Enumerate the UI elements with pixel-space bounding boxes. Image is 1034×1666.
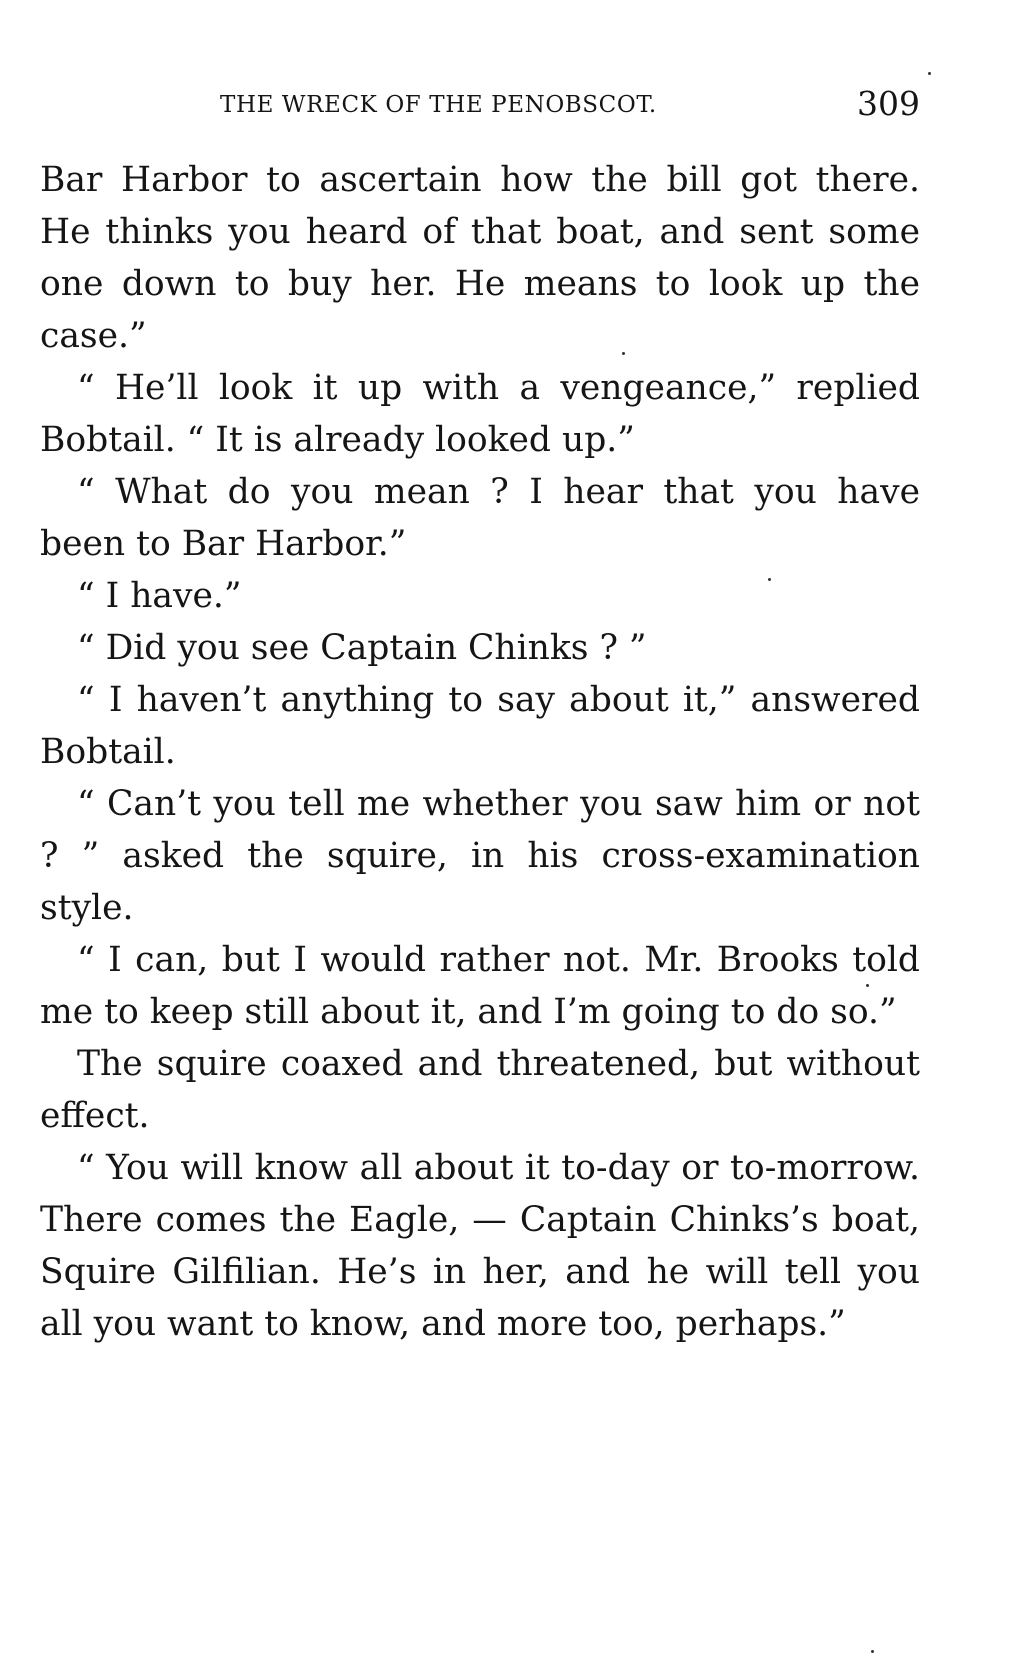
body-text	[40, 154, 920, 1350]
paragraph: “ I can, but I would rather not. Mr. Brooks told me to keep still about it, and I’m going to do so.”	[40, 940, 920, 1032]
paragraph: “ What do you mean ? I hear that you have been to Bar Harbor.”	[40, 472, 920, 564]
paragraph: The squire coaxed and threatened, but without effect.	[40, 1044, 920, 1136]
paragraph: “ I have.”	[77, 576, 242, 616]
print-speck	[622, 352, 625, 355]
paragraph: “ He’ll look it up with a vengeance,” replied Bobtail. “ It is already looked up.”	[40, 368, 920, 460]
print-speck	[768, 578, 771, 581]
paragraph: Bar Harbor to ascertain how the bill got there. He thinks you heard of that boat, and sent some one down to buy her. He means to look up the case.”	[40, 160, 920, 356]
print-speck	[871, 1650, 874, 1653]
running-title: THE WRECK OF THE PENOBSCOT.	[220, 92, 657, 118]
book-page	[40, 0, 920, 1666]
running-head	[40, 82, 920, 122]
paragraph: “ Did you see Captain Chinks ? ”	[77, 628, 647, 668]
print-speck	[866, 984, 869, 987]
paragraph: “ You will know all about it to-day or to-morrow. There comes the Eagle, — Captain Chinks’s boat, Squire Gilfilian. He’s in her, and he will tell you all you want to know, and more too, perhaps.”	[40, 1148, 920, 1344]
print-speck	[928, 72, 931, 75]
paragraph: “ Can’t you tell me whether you saw him or not ? ” asked the squire, in his cross-examination style.	[40, 784, 920, 928]
page-number: 309	[857, 84, 920, 123]
paragraph: “ I haven’t anything to say about it,” answered Bobtail.	[40, 680, 920, 772]
